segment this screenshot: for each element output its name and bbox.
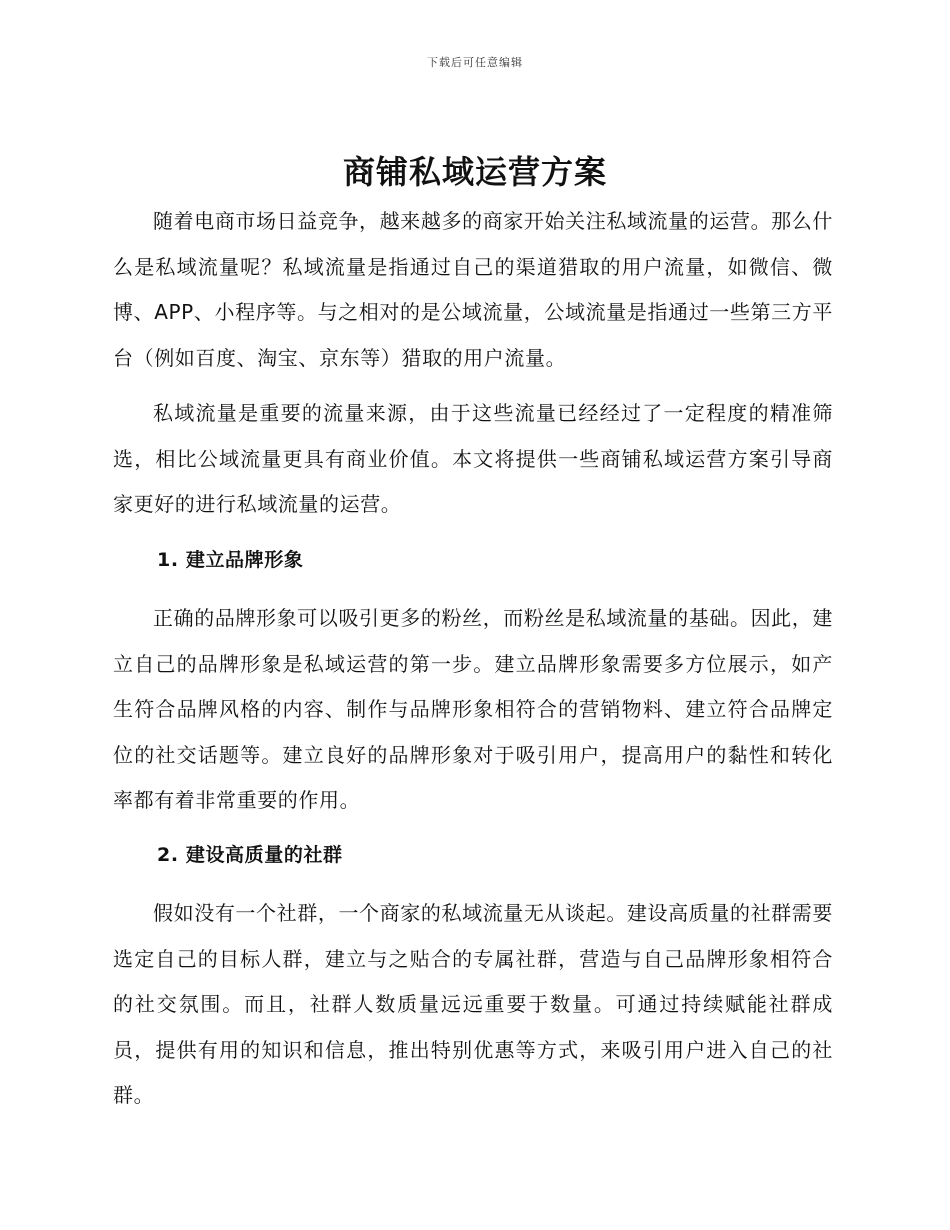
page-header-note: 下载后可任意编辑 xyxy=(427,56,523,69)
intro-paragraph-2: 私域流量是重要的流量来源，由于这些流量已经经过了一定程度的精准筛选，相比公域流量更具有商业价值。本文将提供一些商铺私域运营方案引导商家更好的进行私域流量的运营。 xyxy=(113,401,833,516)
section-body-community: 假如没有一个社群，一个商家的私域流量无从谈起。建设高质量的社群需要选定自己的目标人群，建立与之贴合的专属社群，营造与自己品牌形象相符合的社交氛围。而且，社群人数质量远远重要于数量。可通过持续赋能社群成员，提供有用的知识和信息，推出特别优惠等方式，来吸引用户进入自己的社群。 xyxy=(113,901,833,1107)
section-body-brand: 正确的品牌形象可以吸引更多的粉丝，而粉丝是私域流量的基础。因此，建立自己的品牌形象是私域运营的第一步。建立品牌形象需要多方位展示，如产生符合品牌风格的内容、制作与品牌形象相符合的营销物料、建立符合品牌定位的社交话题等。建立良好的品牌形象对于吸引用户，提高用户的黏性和转化率都有着非常重要的作用。 xyxy=(113,606,833,812)
section-heading-brand: 1. 建立品牌形象 xyxy=(157,549,304,571)
section-heading-community: 2. 建设高质量的社群 xyxy=(157,844,343,866)
document-title: 商铺私域运营方案 xyxy=(342,153,607,191)
intro-paragraph-1: 随着电商市场日益竞争，越来越多的商家开始关注私域流量的运营。那么什么是私域流量呢？私域流量是指通过自己的渠道猎取的用户流量，如微信、微博、APP、小程序等。与之相对的是公域流量，公域流量是指通过一些第三方平台（例如百度、淘宝、京东等）猎取的用户流量。 xyxy=(113,209,833,370)
